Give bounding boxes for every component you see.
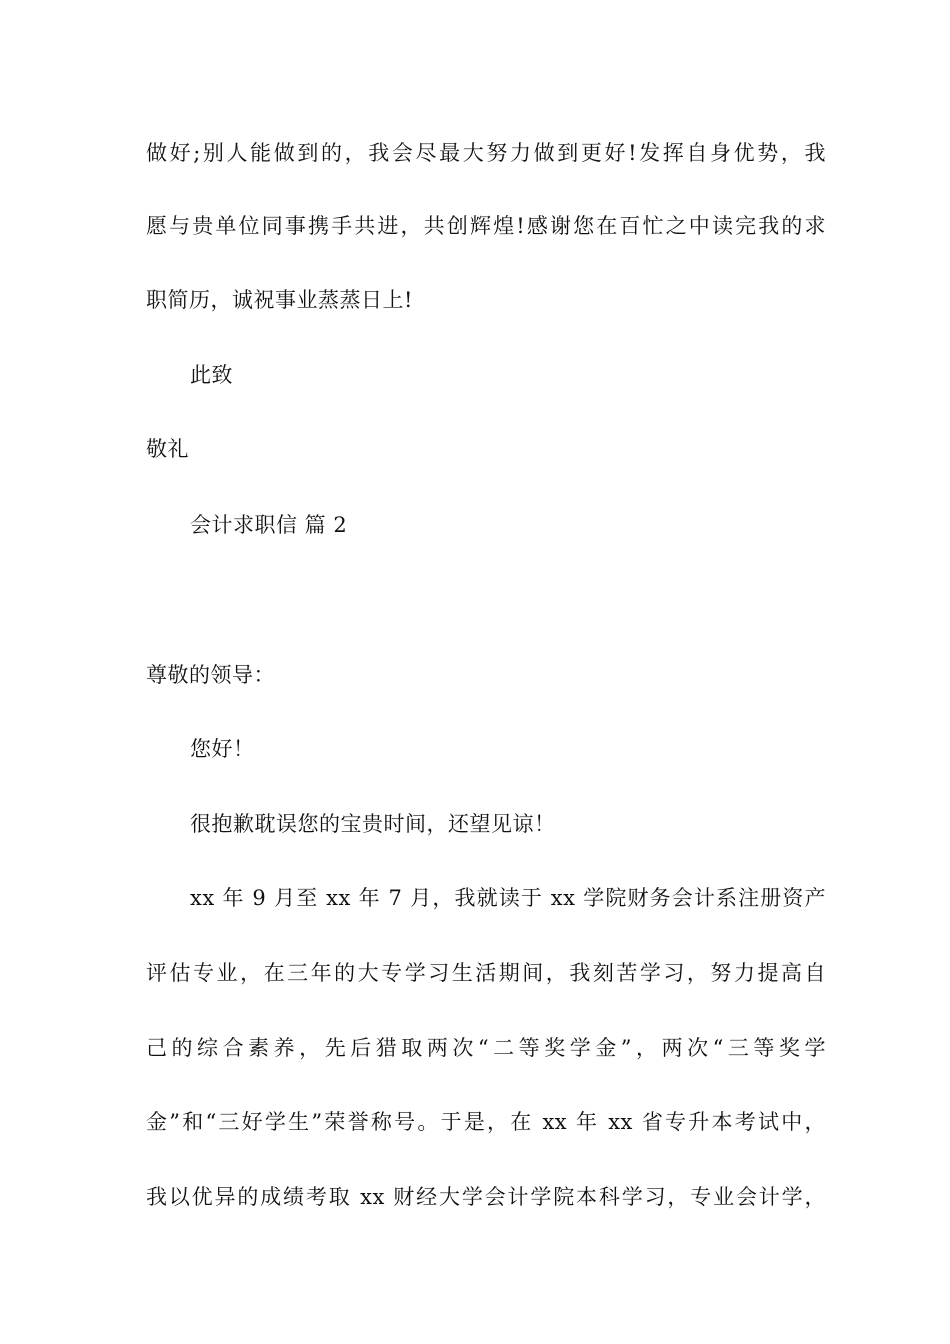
paragraph-line: 愿与贵单位同事携手共进，共创辉煌!感谢您在百忙之中读完我的求 — [146, 214, 826, 238]
paragraph-line: 己的综合素养，先后猎取两次“二等奖学金”，两次“三等奖学 — [146, 1036, 826, 1060]
section-heading: 会计求职信 篇 2 — [190, 513, 348, 537]
paragraph-line: 您好！ — [190, 737, 255, 761]
closing-line: 此致 — [190, 363, 233, 387]
paragraph-line: 职简历，诚祝事业蒸蒸日上! — [146, 288, 413, 312]
paragraph-line: 评估专业，在三年的大专学习生活期间，我刻苦学习，努力提高自 — [146, 961, 826, 985]
greeting-line: 尊敬的领导： — [146, 663, 275, 687]
paragraph-line: 做好;别人能做到的，我会尽最大努力做到更好!发挥自身优势，我 — [146, 141, 826, 165]
paragraph-line: 我以优异的成绩考取 xx 财经大学会计学院本科学习，专业会计学， — [146, 1185, 826, 1209]
closing-salutation: 敬礼 — [146, 437, 189, 461]
paragraph-line: 很抱歉耽误您的宝贵时间，还望见谅！ — [190, 812, 556, 836]
paragraph-line: xx 年 9 月至 xx 年 7 月，我就读于 xx 学院财务会计系注册资产 — [190, 886, 826, 910]
paragraph-line: 金”和“三好学生”荣誉称号。于是，在 xx 年 xx 省专升本考试中， — [146, 1110, 826, 1134]
